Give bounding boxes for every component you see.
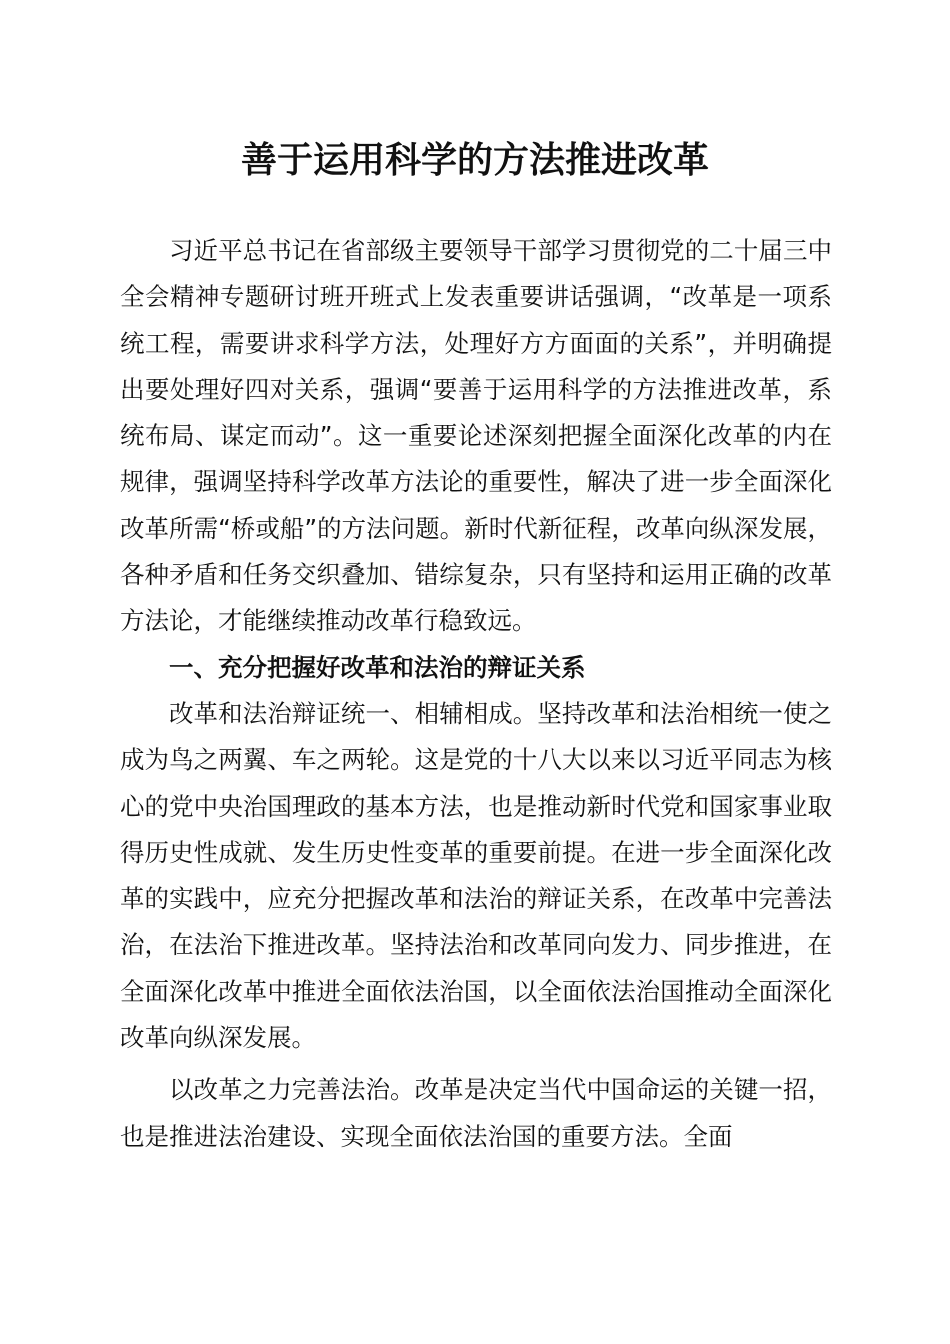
- section-1-paragraph-2: 以改革之力完善法治。改革是决定当代中国命运的关键一招，也是推进法治建设、实现全面依法治国的重要方法。全面: [120, 1075, 832, 1151]
- section-heading-1: 一、充分把握好改革和法治的辩证关系: [169, 652, 586, 682]
- intro-paragraph: 习近平总书记在省部级主要领导干部学习贯彻党的二十届三中全会精神专题研讨班开班式上发表重要讲话强调，“改革是一项系统工程，需要讲求科学方法，处理好方方面面的关系”，并明确提出要处理好四对关系，强调“要善于运用科学的方法推进改革，系统布局、谋定而动”。这一重要论述深刻把握全面深化改革的内在规律，强调坚持科学改革方法论的重要性，解决了进一步全面深化改革所需“桥或船”的方法问题。新时代新征程，改革向纵深发展，各种矛盾和任务交织叠加、错综复杂，只有坚持和运用正确的改革方法论，才能继续推动改革行稳致远。: [120, 236, 832, 636]
- document-body: [120, 228, 832, 1160]
- document-title: 善于运用科学的方法推进改革: [240, 139, 709, 181]
- section-1-paragraph-1: 改革和法治辩证统一、相辅相成。坚持改革和法治相统一使之成为鸟之两翼、车之两轮。这是党的十八大以来以习近平同志为核心的党中央治国理政的基本方法，也是推动新时代党和国家事业取得历史性成就、发生历史性变革的重要前提。在进一步全面深化改革的实践中，应充分把握改革和法治的辩证关系，在改革中完善法治，在法治下推进改革。坚持法治和改革同向发力、同步推进，在全面深化改革中推进全面依法治国，以全面依法治国推动全面深化改革向纵深发展。: [120, 698, 832, 1053]
